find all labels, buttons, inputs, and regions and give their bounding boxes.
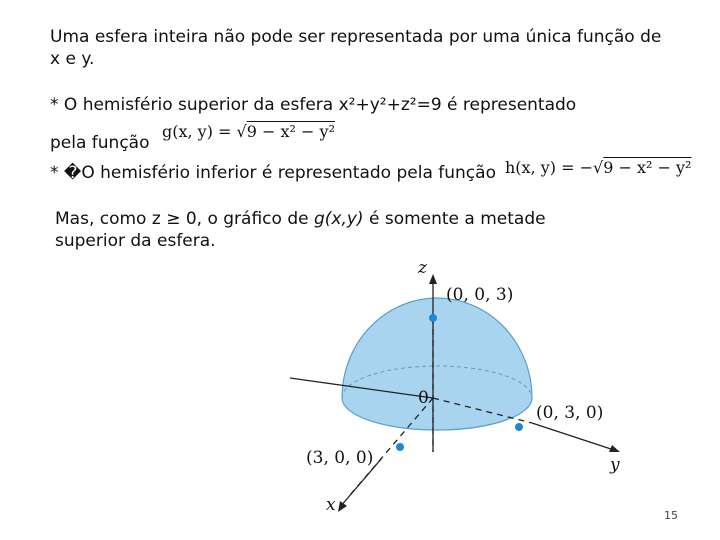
h-formula-radicand: 9 − x² − y² (603, 158, 692, 177)
point-top-label: (0, 0, 3) (446, 285, 514, 305)
function-lead-text: pela função (50, 133, 150, 153)
y-arrow-icon (609, 445, 620, 452)
point-x-label: (3, 0, 0) (306, 448, 374, 468)
conclusion-function: g(x,y) (313, 209, 364, 229)
x-axis-label: x (326, 495, 336, 515)
point-x (396, 443, 404, 451)
lower-hemisphere-text: * �O hemisfério inferior é representado pela função (50, 163, 496, 183)
x-arrow-icon (338, 501, 347, 512)
conclusion-text-b: é somente a metade superior da esfera. (55, 209, 546, 251)
sqrt-icon: √ (236, 122, 247, 141)
h-formula-lhs: h(x, y) = − (505, 158, 594, 177)
z-arrow-icon (429, 274, 437, 284)
point-y-label: (0, 3, 0) (536, 403, 604, 423)
origin-label: 0 (418, 388, 429, 408)
sqrt-icon: √ (593, 158, 604, 177)
g-formula-lhs: g(x, y) = (162, 122, 237, 141)
z-axis-label: z (418, 258, 427, 278)
page-number: 15 (664, 509, 678, 522)
point-top (429, 314, 437, 322)
upper-hemisphere-text: * O hemisfério superior da esfera x²+y²+z²=9 é representado (50, 95, 577, 115)
y-axis-label: y (610, 455, 620, 475)
y-axis-outer (532, 423, 614, 450)
hemisphere-surface (342, 298, 532, 430)
intro-paragraph: Uma esfera inteira não pode ser representada por uma única função de x e y. (50, 27, 662, 69)
g-formula-radicand: 9 − x² − y² (246, 122, 335, 141)
point-y (515, 423, 523, 431)
conclusion-text-a: Mas, como z ≥ 0, o gráfico de (55, 209, 314, 229)
